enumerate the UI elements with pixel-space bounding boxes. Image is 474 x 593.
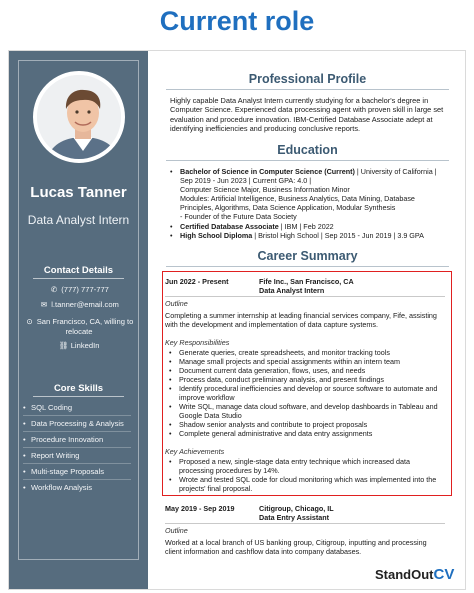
skill-item: • Procedure Innovation [23, 435, 104, 444]
brand-text: StandOut [375, 567, 434, 582]
email-text: l.tanner@email.com [51, 300, 119, 309]
resume-sidebar [9, 51, 148, 590]
job-title: Data Entry Assistant [259, 513, 330, 522]
list-item-text: Proposed a new, single-stage data entry technique which increased data processing procedures by 14%. [179, 457, 410, 475]
list-item: • Manage small projects and special assignments within an intern team [169, 357, 400, 366]
page-headline: Current role [159, 6, 315, 36]
skill-divider [23, 463, 131, 464]
education-entry: • Certified Database Associate | IBM | Feb 2022 [170, 221, 334, 231]
skill-divider [23, 479, 131, 480]
degree-details: Modules: Artificial Intelligence, Business Analytics, Data Mining, Database Principles, Algorithms, Data Science Application, Modular Synthesis [180, 194, 415, 213]
resume-sheet [8, 50, 466, 590]
list-item-text: Shadow senior analysts and contribute to project proposals [179, 420, 368, 429]
degree-name: Bachelor of Science in Computer Science (Current) [180, 167, 355, 176]
skill-divider [23, 431, 131, 432]
list-item: • Proposed a new, single-stage data entry technique which increased data processing procedures by 14%. [169, 457, 410, 475]
outline-label: Outline [165, 526, 188, 535]
education-list [170, 167, 450, 240]
career-divider [166, 266, 449, 267]
skill-divider [23, 415, 131, 416]
responsibilities-list [165, 348, 443, 438]
diploma-details: | Bristol High School | Sep 2015 - Jun 2019 | 3.9 GPA [252, 230, 424, 240]
phone-icon: ✆ [50, 285, 58, 294]
link-icon: ⛓ [58, 341, 69, 350]
job-company: Citigroup, Chicago, IL [259, 504, 334, 513]
list-item-text: Write SQL, manage data cloud software, and develop dashboards in Tableau and Google Data Studio [179, 402, 438, 420]
achievements-list [165, 457, 443, 493]
education-entry: • Bachelor of Science in Computer Science (Current) | University of California | Sep 2019 - Jun 2023 | Current GPA: 4.0 | [170, 167, 437, 186]
list-item: • Process data, conduct preliminary analysis, and present findings [169, 375, 384, 384]
education-entry: • High School Diploma | Bristol High School | Sep 2015 - Jun 2019 | 3.9 GPA [170, 230, 424, 240]
certification-name: Certified Database Associate [180, 221, 279, 231]
job-divider [165, 296, 445, 297]
job-title: Data Analyst Intern [259, 286, 325, 295]
skills-heading: Core Skills [53, 383, 104, 394]
achievements-label: Key Achievements [165, 447, 225, 456]
job-outline: Worked at a local branch of US banking group, Citigroup, inputting and processing client information and cashflow data into company databases. [165, 538, 427, 556]
linkedin-text[interactable]: LinkedIn [70, 341, 100, 350]
list-item: • Document current data generation, flows, uses, and needs [169, 366, 366, 375]
list-item: • Identify procedural inefficiencies and develop or source software to automate and improve workflow [169, 384, 438, 402]
list-item: • Complete general administrative and data entry assignments [169, 429, 373, 438]
list-item-text: Generate queries, create spreadsheets, and monitor tracking tools [179, 348, 390, 357]
list-item: • Generate queries, create spreadsheets, and monitor tracking tools [169, 348, 390, 357]
resume-main [148, 51, 466, 590]
skill-divider [23, 447, 131, 448]
list-item: • Wrote and tested SQL code for cloud monitoring which was implemented into the projects' final proposal. [169, 475, 437, 493]
degree-details: - Founder of the Future Data Society [180, 212, 297, 222]
job-dates: Jun 2022 - Present [165, 277, 229, 286]
diploma-name: High School Diploma [180, 230, 253, 240]
list-item: • Shadow senior analysts and contribute to project proposals [169, 420, 368, 429]
skill-label: Procedure Innovation [31, 435, 104, 444]
list-item-text: Identify procedural inefficiencies and develop or source software to automate and improve workflow [179, 384, 438, 402]
contact-location [23, 317, 135, 337]
outline-label: Outline [165, 299, 188, 308]
degree-details: Computer Science Major, Business Information Minor [180, 185, 350, 195]
phone-text: (777) 777-777 [61, 285, 109, 294]
skill-item: • Data Processing & Analysis [23, 419, 124, 428]
skill-item: • Report Writing [23, 451, 80, 460]
certification-details: | IBM | Feb 2022 [278, 221, 334, 231]
education-heading: Education [277, 143, 338, 157]
list-item-text: Document current data generation, flows, uses, and needs [179, 366, 366, 375]
profile-divider [166, 89, 449, 90]
list-item-text: Complete general administrative and data entry assignments [179, 429, 373, 438]
education-detail [170, 194, 450, 212]
job-dates: May 2019 - Sep 2019 [165, 504, 235, 513]
skill-item: • SQL Coding [23, 403, 73, 412]
contact-phone [23, 285, 135, 295]
list-item-text: Wrote and tested SQL code for cloud monitoring which was implemented into the projects' final proposal. [179, 475, 437, 493]
profile-text: Highly capable Data Analyst Intern currently studying for a bachelor's degree in Computer Science. Experienced data processing agent with proven skill in large set evaluation and procedure innovation. IBM-Certified Database Associate adept at identifying inefficiencies and producing conclusive reports. [170, 96, 444, 134]
skill-label: Multi-stage Proposals [31, 467, 105, 476]
brand-cv: CV [433, 566, 455, 583]
career-heading: Career Summary [257, 249, 358, 263]
person-role: Data Analyst Intern [27, 213, 130, 227]
degree-details: | University of California | Sep 2019 - Jun 2023 | Current GPA: 4.0 | [180, 167, 437, 186]
skill-item: • Multi-stage Proposals [23, 467, 105, 476]
contact-divider [33, 278, 124, 279]
skill-label: Data Processing & Analysis [31, 419, 124, 428]
standoutcv-logo [375, 566, 454, 583]
job-outline: Completing a summer internship at leading financial services company, Fife, assisting with the development and implementation of data capture systems. [165, 311, 437, 329]
education-detail [170, 185, 450, 194]
job-divider [165, 523, 445, 524]
location-text: San Francisco, CA, willing to relocate [36, 317, 134, 336]
location-pin-icon: ⊙ [26, 317, 33, 326]
education-divider [166, 160, 449, 161]
education-detail [170, 212, 450, 221]
profile-heading: Professional Profile [248, 72, 367, 86]
list-item-text: Process data, conduct preliminary analysis, and present findings [179, 375, 384, 384]
list-item-text: Manage small projects and special assignments within an intern team [179, 357, 400, 366]
profile-photo [33, 71, 125, 163]
contact-linkedin[interactable] [23, 341, 135, 351]
mail-icon: ✉ [40, 300, 48, 309]
job-company: Fife Inc., San Francisco, CA [259, 277, 354, 286]
skill-item: • Workflow Analysis [23, 483, 93, 492]
person-name: Lucas Tanner [30, 184, 127, 201]
skill-label: SQL Coding [31, 403, 73, 412]
contact-email [23, 300, 135, 310]
skill-label: Report Writing [31, 451, 80, 460]
responsibilities-label: Key Responsibilities [165, 338, 230, 347]
skill-label: Workflow Analysis [31, 483, 93, 492]
list-item: • Write SQL, manage data cloud software, and develop dashboards in Tableau and Google Data Studio [169, 402, 438, 420]
skills-divider [33, 396, 124, 397]
contact-heading: Contact Details [43, 265, 114, 276]
